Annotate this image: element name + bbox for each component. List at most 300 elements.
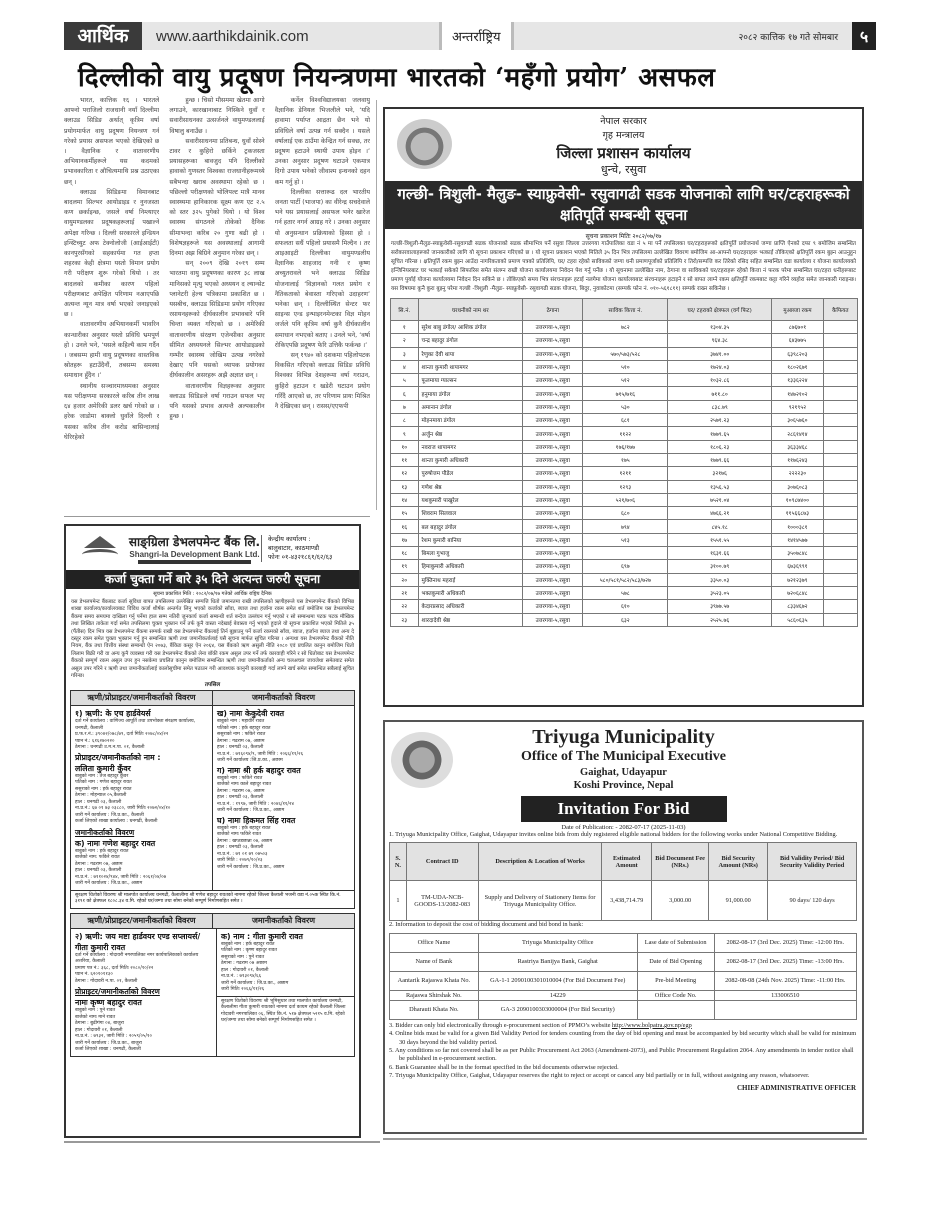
table-cell: १७२४.०३: [668, 360, 772, 373]
table-cell: [823, 600, 857, 613]
bank-notice-banner: कर्जा चुक्ता गर्ने बारे ३५ दिने अत्यन्त जरुरी सूचना: [66, 570, 359, 589]
table-cell: ४: [391, 360, 419, 373]
table-row: [390, 881, 857, 921]
column-header: साविक कित्ता नं.: [583, 299, 668, 321]
table-cell: GA-3 2090100303000004 (For Bid Security): [478, 1000, 637, 1019]
table-cell: १: [391, 321, 419, 334]
table-cell: भक्तकुमारी अधिकारी: [418, 586, 523, 599]
borrower-name: १) ऋणी: के एच हार्डवेयर्स: [75, 709, 151, 719]
table-cell: Pre-bid Meeting: [637, 971, 714, 990]
table-cell: पुरुषोत्तम पौडेल: [418, 467, 523, 480]
table-row: [391, 440, 858, 453]
table-cell: १८०६.२३: [668, 440, 772, 453]
detail-line: बाबुको नाम : हर्क बहादुर रावत: [217, 825, 271, 831]
table-cell: चन्द्र बहादुर डंगोल: [418, 334, 523, 347]
table-cell: Supply and Delivery of Stationery Items for Triyuga Municipality Office.: [478, 881, 602, 921]
table-cell: ५१०: [583, 360, 668, 373]
table-row: [391, 414, 858, 427]
table-cell: १३०४.३५: [668, 321, 772, 334]
table-row: [391, 387, 858, 400]
table-cell: ६१०: [583, 600, 668, 613]
table-cell: ८३३४६७२: [772, 600, 824, 613]
table-cell: ६८१: [583, 414, 668, 427]
article-headline: दिल्लीको वायु प्रदूषण नियन्त्रणमा भारतको ‘महँगो प्रयोग’ असफल: [78, 63, 716, 93]
table-cell: १२९३: [583, 480, 668, 493]
site-url[interactable]: www.aarthikdainik.com: [156, 27, 309, 45]
detail-line: जारी गर्ने कार्यालय : जि.प्र.का., अछाम: [221, 980, 289, 986]
table-cell: हिमाकुमारी अधिकारी: [418, 560, 523, 573]
detail-line: ठेगाना : धनगढी उ.म.न.पा. ०१, कैलाली: [75, 745, 145, 751]
detail-line: बाबुको नाम : हर्क बहादुर रावत: [75, 848, 129, 854]
article-column-1: भारत, कात्तिक १६ । भारतले आफ्नो पराजिलो राजधानी नयाँ दिल्लीमा क्लाउड सिडिङ अर्थात् कृत्रिम वर्षा प्रयोगमार्फत वायु प्रदूषण नियन्त्रण गर्न गरेको प्रयास असफल भएको देखिएको छ । वैज्ञानिक र वातावरणीय अभियानकर्मीहरूले यस कदमको प्रभावकारिता र औचित्यमाथि प्रश्न उठाएका छन् । क्लाउड सिडिङमा विमानबाट बादलमा सिल्भर आयोडाइड र नुनजस्ता कण छर्काइन्छ, जसले वर्षा निम्त्याएर वायुमण्डलका प्रदूषकहरूलाई पखाल्ने अपेक्षा गरिन्छ । दिल्ली सरकारले इन्डियन इन्स्टिच्युट अफ टेक्नोलोजी (आईआईटी) कानपुरसँगको सहकार्यमा गत हप्ता शहरका केही क्षेत्रमा यस्तो विमान प्रयोग गरी परीक्षण शुरू गरेको थियो । तर बादलको कमीका कारण पहिलो परीक्षणबाट अपेक्षित परिणाम नआएपछि अत्यन्त न्यून मात्र वर्षा भएको जनाइएको छ । वातावरणीय अभियानकर्मी भावरिन कान्धारीका अनुसार यस्तो प्रविधि भ्रमपूर्ण हो । उनले भने, ‘यसले कहिल्यै काम गर्दैन । जबसम्म हामी वायु प्रदूषणका वास्तविक स्रोतहरू हटाउँदैनौं, तबसम्म समस्या समाधान हुँदैन ।’ स्थानीय सञ्चारमाध्यमका अनुसार यस परीक्षणमा सरकारले करिब तीन लाख ६४ हजार अमेरिकी डलर खर्च गरेको छ । हरेक जाडोमा बाक्लो धुवाँले दिल्ली र यसका करिब तीन करोड बासिन्दालाई घेरिरहेको: [64, 97, 160, 441]
table-row: [391, 493, 858, 506]
table-cell: Triyuga Municipality Office: [478, 933, 637, 952]
bank-logo-icon: [80, 536, 120, 560]
table-cell: उत्तरगया-५,रसुवा: [523, 520, 583, 533]
table-cell: [823, 547, 857, 560]
detail-line: हाल : गोदावरी ०१, कैलाली: [75, 1027, 123, 1033]
guarantor-name: क) नामः गणेश बहादुर रावत: [75, 838, 156, 848]
table-cell: 2082-08-08 (24th Nov. 2025) Time: -11:00 Hrs.: [714, 971, 856, 990]
collateral-details: सुरक्षण धितोको विवरणः श्री मालपोत कार्यालय धनगढी, कैलालीमा श्री गणेश बहादुर रावतको नाममा रहेको जिल्ला कैलाली भजनी वडा नं.०५क स्थित कि.नं. ३१९१ को क्षेत्रफल १८०८.३४ व.मि. रहेको घर/जग्गा तथा सोमा बनेको सम्पूर्ण निर्माणसहित समेत ।: [71, 890, 354, 908]
office-location: धुन्चे, रसुवा: [600, 163, 647, 176]
detail-line: ठेगाना : मोहन्याल ०५,कैलाली: [75, 793, 127, 799]
table-cell: ११: [391, 453, 419, 466]
table-cell: उत्तरगया-५,रसुवा: [523, 547, 583, 560]
egp-link[interactable]: http://www.bolpatra.gov.np/egp: [611, 1021, 692, 1029]
address-line: Koshi Province, Nepal: [573, 780, 674, 791]
table-cell: १५५१.५५: [668, 533, 772, 546]
bank-notice-body: यस डेभलपमेन्ट बैंकबाट कर्जा सुविधा बापत तपसिलमा उल्लेखित सम्पत्ति धितो जमानतमा राखी तपसिलको ऋणीहरूले यस डेभलपमेन्ट बैंकको विभिन्न शाखा कार्यालय/कार्यालयबाट विविध कर्जा शीर्षक अन्तर्गत लिनु भएको कर्जाको साँवा, ब्याज तथा हर्जाना रकम समेत शर्त बमोजिम यस डेभलपमेन्ट बैंकमा समय समयमा दाखिला गर्नु पर्नेमा हाल सम्म नतिरी जुनकार्य कर्जा सम्बन्धी शर्त बन्देज उल्लंघन गर्नु भएको र सो सम्बन्धमा पटक पटक मौखिक तथा लिखित ताकेता गर्दा समेत तपसिलमा चुक्ता भुक्तान गर्ने तर्फ कुनै वास्ता नदेखाई बेवास्ता गर्नु भएको हुदाले यो सूचना प्रकाशित भएको मितिले ३५ (पैंतीस) दिन भित्र यस डेभलपमेन्ट बैंकमा सम्पर्क राखी यस डेभलपमेन्ट बैंकलाई तिर्न बुझाउनु पर्ने कर्जा रकमको साँवा, ब्याज, हर्जाना ब्याज तथा अन्य दे दस्तुर रकम समेत चुक्ता भुक्तान गर्नु हुन सम्बन्धित ऋणी तथा जमानीकर्तालाई यसै सूचना मार्फत सूचित गरिन्छ । अन्यथा यस डेभलपमेन्ट बैंकको नीति नियम, बैंक तथा वित्तीय संस्था सम्बन्धी ऐन २०७३, बैंकिङ कसूर ऐन २०६४, यस बैंकको ऋण असुली नीति २०८० एवं प्रचलित कानुन बमोजिम धितो लिलाम बिक्री गरी वा अन्य कुनै व्यवस्था गरी यस डेभलपमेन्ट बैंकको लेना बाँकी रकम असुल उपर गर्ने तर्फ कारवाही गरिने र सो धितोबाट यस डेभलपमेन्ट बैंकको सम्पूर्ण रकम असुल उपर हुन नसकेमा प्रचलित कानुन बमोजिम सम्बन्धित ऋणी तथा जमानीकर्ताको अन्य चलअचल जायजेथा समेतबाट समेत असुल उपर गरिने र ऋणी तथा जमानीकर्तालाई कालोसूचीमा समेत पठाउन गरी आवश्यक कानुनी कारबाही गर्दा लाग्ने खर्च समेत सम्बन्धित सबैलाई सूचित गरिन्छ।: [71, 599, 354, 680]
detail-line: ससुराको नाम : पुने रावत: [221, 954, 265, 960]
table-cell: [823, 414, 857, 427]
column-header: Bid Document Fee (NRs.): [652, 843, 709, 881]
table-row: [391, 560, 858, 573]
clause-1: 1. Triyuga Municipality Office, Gaighat, Udayapur invites online bids from duly registered eligible national bidders for the following works under National Competitive Bidding.: [389, 831, 838, 838]
detail-line: प्यान नं.: ६१६२७०२२०: [75, 738, 115, 744]
clause-4: 4. Online bids must be valid for a given Bid Validity Period for tenders counting from the day of bid opening and must be accompanied by bid security which shall be valid for minimum 30 days beyond the bid validity period.: [389, 1030, 857, 1046]
table-row: [391, 347, 858, 360]
table-cell: फूलमाया ग्याल्सन: [418, 374, 523, 387]
table-row: [391, 453, 858, 466]
table-cell: ५७०/५७३/५२८: [583, 347, 668, 360]
table-row: [390, 933, 857, 952]
table-cell: ५८०/५८१/५८२/५८३/७२७: [583, 573, 668, 586]
signatory: CHIEF ADMINISTRATIVE OFFICER: [736, 1083, 856, 1092]
table-cell: १३५६.५३: [668, 480, 772, 493]
table-cell: १७५: [583, 453, 668, 466]
notice-title-banner: गल्छी- त्रिशुली- मैलुङ- स्याफ्रुवेसी- रसुवागढी सडक योजनाको लागि घर/टहराहरूको क्षतिपूर्ति सम्बन्धी सूचना: [385, 181, 862, 229]
table-cell: 90 days/ 120 days: [768, 881, 857, 921]
table-cell: ६४३७७५: [772, 334, 824, 347]
detail-line: ना.प्र.नं. : ७१६०९४/९, जारी मिति : २०६६/११/२६: [217, 751, 304, 757]
detail-line: ना.प्र.नं.: ६७ ०१ ७३ ०३८८०, जारी मितिः २०७२/०४/१०: [75, 806, 171, 812]
table-cell: ८७६७०१: [772, 321, 824, 334]
clause-6: 6. Bank Guarantee shall be in the format specified in the bid documents otherwise rejected.: [389, 1063, 619, 1071]
table-row: [391, 533, 858, 546]
column-header: घर/ टहराको क्षेत्रफल (वर्ग फिट): [668, 299, 772, 321]
publication-date: Date of Publication: - 2082-07-17 (2025-11-03): [561, 824, 686, 831]
table-cell: [823, 586, 857, 599]
table-cell: Date of Bid Opening: [637, 952, 714, 971]
detail-line: हाल : गोदावरी ०१, कैलाली: [221, 967, 269, 973]
guarantor-name: ग) नामः श्री हर्क बहादुर रावत: [217, 765, 301, 775]
detail-line: जारी गर्ने कार्यालय : जि.प्र.का., अछाम: [217, 864, 285, 870]
table-cell: ३१००.७९: [668, 560, 772, 573]
detail-line: प्यान नं. ६२०१०११३०: [75, 972, 113, 978]
collateral-details: सुरक्षण धितोको विवरणः श्री भूमिसुधार तथा मालपोत कार्यालय धनगढी, कैलालीमा गीता कुमारी रावतको नाममा दर्ता कायम रहेको कैलाली जिल्ला गोदावरी नगरपालिका ०६, स्थित कि.नं. ५१७ क्षेत्रफल ५२१५ व.मि. रहेको घर/जग्गा तथा सोमा बनेको सम्पूर्ण निर्माणसहित समेत ।: [217, 996, 354, 1027]
table-cell: [583, 547, 668, 560]
table-cell: २: [391, 334, 419, 347]
clause-2: 2. Information to deposit the cost of bidding document and bid bond in bank:: [389, 921, 584, 929]
column-header: Contract ID: [406, 843, 478, 881]
table-row: [390, 1000, 857, 1019]
table-cell: शान्ता कुमारी थापामगर: [418, 360, 523, 373]
table-cell: १६३१.६६: [668, 547, 772, 560]
table-cell: १५: [391, 507, 419, 520]
column-header: कैफियत: [823, 299, 857, 321]
detail-line: बाबुको नाम : हर्क बहादुर रावत: [221, 941, 275, 947]
bank-loan-notice: [64, 524, 361, 1138]
table-cell: ३२१७६: [668, 467, 772, 480]
detail-line: ठेगाना : गढराम ०७, अछाम: [217, 788, 265, 794]
table-cell: १०९८७४००: [772, 493, 824, 506]
detail-line: जारी गर्ने कार्यालय : जि.प्र.का., बाजुरा: [75, 1040, 142, 1046]
table-cell: [823, 387, 857, 400]
table-cell: उत्तरगया-५,रसुवा: [523, 480, 583, 493]
bank-notice-date: सूचना प्रकाशित मिति : २०८२/०७/१७ गतेको आर्थिक राष्ट्रिय दैनिक: [153, 591, 272, 597]
table-row: [391, 360, 858, 373]
address-line: Gaighat, Udayapur: [580, 767, 667, 778]
detail-line: हाल : धनगढी ०३, कैलाली: [75, 799, 122, 805]
table-cell: ७: [391, 400, 419, 413]
table-cell: २५२५.७६: [668, 613, 772, 626]
table-cell: ३५२३.०५: [668, 586, 772, 599]
table-cell: उत्तरगया-५,रसुवा: [523, 613, 583, 626]
table-cell: ३: [391, 347, 419, 360]
clause-5: 5. Any conditions so far not covered shall be as per Public Procurement Act 2063 (Amendment-2073), and Public Procurement Regulation 2064. Any amendments in tender notice shall be published in e-procurement section.: [389, 1047, 854, 1063]
table-cell: १४७२१०२: [772, 387, 824, 400]
table-cell: ११७६२४३: [772, 453, 824, 466]
table-cell: उत्तरगया-५,रसुवा: [523, 427, 583, 440]
table-row: [391, 547, 858, 560]
guarantor-name: ख) नामः केकुदेवी रावत: [217, 709, 285, 719]
detail-line: बाजेको नामः फकिरे रावत: [217, 832, 261, 838]
table-cell: Rajaswa Shirshak No.: [390, 990, 479, 1000]
table-cell: Office Name: [390, 933, 479, 952]
detail-line: पतिको नाम : हर्क बहादुर रावत: [217, 725, 271, 731]
table-cell: बिमला गुभाजु: [418, 547, 523, 560]
section-tag: अन्तर्राष्ट्रिय: [439, 22, 514, 50]
detail-line: ठेगाना : गढराम ०७ अछाम: [221, 961, 267, 967]
detail-line: ना.प्र.नं. : ७१ ०१ ७९ ०७५०३: [217, 851, 268, 857]
municipality-name: Triyuga Municipality: [532, 726, 715, 748]
table-cell: ६३२: [583, 613, 668, 626]
bid-table: [389, 842, 857, 921]
table-row: [391, 520, 858, 533]
table-cell: उत्तरगया-५,रसुवा: [523, 453, 583, 466]
table-cell: रेणुका देवी थापा: [418, 347, 523, 360]
table-cell: ७८२: [583, 321, 668, 334]
detail-line: जारी गर्ने कार्यालय : जि.प्र.का., कैलाली: [75, 812, 144, 818]
article-column-2: हुन्छ । चिसो मौसममा खेतमा आगो लगाउने, कारखानाबाट निस्किने धुवाँ र सवारीसाधनका उत्सर्जनले वायुमण्डललाई विषालु बनाउँछ । सवारीसाधनमा प्रतिबन्ध, धुवाँ सोस्ने टावर र कुहिरो छर्किने ट्रकजस्ता प्रयासहरूका बावजुद पनि दिल्लीको हावाको गुणस्तर विश्वका राजधानीहरूमध्ये सबैभन्दा खराब अवस्थामा रहेको छ । पछिल्लो परीक्षणको भोलिपल्ट मात्रै मानव स्वास्थ्यमा हानिकारक सूक्ष्म कण एट २.५ को स्तर ३२५ पुगेको थियो । यो विश्व स्वास्थ्य संगठनले तोकेको दैनिक सीमाभन्दा करिब २० गुणा बढी हो । विशेषज्ञहरूले यस अवस्थालाई आगामी दिनमा अझ बिग्रिने अनुमान गरेका छन् । सन् २००९ देखि २०१९ सम्म भारतमा वायु प्रदूषणका कारण ३८ लाख मानिसको मृत्यु भएको अध्ययन द ल्यान्सेट प्लानेटरी हेल्थ पत्रिकामा प्रकाशित छ । यसबीच, क्लाउड सिडिङमा प्रयोग गरिएका रसायनहरूको दीर्घकालीन प्रभावबारे पनि चिन्ता व्यक्त गरिएको छ । अमेरिकी वातावरणीय संरक्षण एजेन्सीका अनुसार सीमित अध्ययनले सिल्भर आयोडाइडको गम्भीर स्वास्थ्य जोखिम उत्पन्न नगरेको देखाए पनि यसको व्यापक प्रयोगका दीर्घकालीन असरहरू अझै अज्ञात छन् । वातावरणीय विज्ञहरूका अनुसार क्लाउड सिडिङले वर्षा गराउन सफल भए पनि यसको प्रभाव अत्यन्तै अल्पकालीन हुन्छ ।: [169, 97, 265, 421]
divider: [376, 100, 377, 510]
table-cell: उत्तरगया-५,रसुवा: [523, 586, 583, 599]
table-cell: १४: [391, 493, 419, 506]
table-cell: 2082-08-17 (3rd Dec. 2025) Time: -13:00 Hrs.: [714, 952, 856, 971]
table-cell: [823, 613, 857, 626]
table-cell: उत्तरगया-५,रसुवा: [523, 347, 583, 360]
detail-line: ससुराको नाम : हर्क बहादुर रावत: [75, 786, 132, 792]
table-cell: [823, 467, 857, 480]
detail-line: ससुराको नाम : फकिरे रावत: [217, 732, 266, 738]
table-cell: ३०७६०८३: [772, 480, 824, 493]
detail-line: जारी मितिः २०६६/११/२६: [221, 987, 265, 993]
table-cell: रेशम कुमारी बानिया: [418, 533, 523, 546]
column-header: Bid Security Amount (NRs): [709, 843, 768, 881]
column-header: Description & Location of Works: [478, 843, 602, 881]
office-name: जिल्ला प्रशासन कार्यालय: [556, 144, 691, 162]
detail-line: प्र.फ.र.नं.: ३९०४२/०७८/७९, दर्ता मितिः २०७८/०४/२२: [75, 732, 169, 738]
table-cell: 3,438,714.79: [602, 881, 652, 921]
table-cell: ५८६०६३५: [772, 613, 824, 626]
table-cell: ६९७: [583, 560, 668, 573]
schedule-label: तपसिल: [204, 682, 221, 689]
table-cell: १७७९.६५: [668, 427, 772, 440]
table-cell: १७७९.६६: [668, 453, 772, 466]
table-cell: १३: [391, 480, 419, 493]
table-cell: ९६४.३८: [668, 334, 772, 347]
table-cell: ५१३: [583, 533, 668, 546]
issue-date: २०८२ कात्तिक १७ गते सोमबार: [738, 32, 838, 43]
table-cell: १२११: [583, 467, 668, 480]
table-cell: ५: [391, 374, 419, 387]
table-cell: ८४५.१८: [668, 520, 772, 533]
divider: [64, 1141, 380, 1143]
ifb-banner: Invitation For Bid: [521, 796, 727, 822]
table-cell: [823, 480, 857, 493]
table-cell: शिवराम सिलवाल: [418, 507, 523, 520]
table-cell: उत्तरगया-५,रसुवा: [523, 440, 583, 453]
table-cell: २०: [391, 573, 419, 586]
table-cell: ३७४१.००: [668, 347, 772, 360]
table-cell: २३: [391, 613, 419, 626]
borrower-grid-1: ऋणी/प्रोप्राइटर/जमानीकर्ताको विवरण जमानीकर्ताको विवरण १) ऋणी: के एच हार्डवेयर्स दर्ता गर्ने कार्यालय : वाणिज्य आपूर्ति तथा उपभोक्ता संरक्षण कार्यालय, धनगढी, कैलाली प्र.फ.र.नं.: ३९०४२/०७८/७९, दर्ता मितिः २०७८/०४/२२ प्यान नं.: ६१६२७०२२० ठेगाना : धनगढी उ.म.न.पा. ०१, कैलाली प्रोप्राइटर/जमानीकर्ताको नाम : ललिता कुमारी कुँवर बाबुको नाम : तेज बहादुर कुँवर पतिको नाम : गणेश बहादुर रावत ससुराको नाम : हर्क बहादुर रावत ठेगाना : मोहन्याल ०५,कैलाली हाल : धनगढी ०३, कैलाली ना.प्र.नं.: ६७ ०१ ७३ ०३८८०, जारी मितिः २०७२/०४/१० जारी गर्ने कार्यालय : जि.प्र.का., कैलाली कर्जा लिएको शाखा कार्यालय : धनगढी, कैलाली जमानीकर्ताको विवरण क) नामः गणेश बहादुर रावत बाबुको नाम : हर्क बहादुर रावत बाजेको नाम: फकिरे रावत ठेगाना : गढराम ०७, अछाम हाल : धनगढी ०३, कैलाली ना.प्र.नं. : ७११०२४/९४४, जारी मिति : २०६१/०४/०७ जारी गर्ने कार्यालय : जि.प्र.का., अछाम ख) नामः केकुदेवी रावत बाबुको नाम : महावीरे रावत पतिको नाम : हर्क बहादुर रावत ससुराको नाम : फकिरे रावत ठेगाना : गढराम ०७, अछाम हाल : धनगढी ०३, कैलाली ना.प्र.नं. : ७१६०९४/९, जारी मिति : २०६६/११/२६ जारी गर्ने कार्यालय :जि.प्र.का., अछाम ग) नामः श्री हर्क बहादुर रावत बाबुको नाम : फकिरे रावत बाजेको नामः काले बहादुर रावत ठेगाना : गढराम ०७, अछाम हाल : धनगढी ०३, कैलाली ना.प्र.नं. : १९९७, जारी मिति : २०४६/११/२४ जारी गर्ने कार्यालय : जि.प्र.का., अछाम घ) नामः हिकमत सिंह रावत बाबुको नाम : हर्क बहादुर रावत बाजेको नामः फकिरे रावत ठेगाना : खप्तडछान्ना ०७, अछाम हाल : धनगढी ०३, कैलाली ना.प्र.नं. : ७१ ०१ ७९ ०७५०३ जारी मिति : २०७९/१०/२३ जारी गर्ने कार्यालय : जि.प्र.का., अछाम सुरक्षण धितोको विवरणः श्री मालपोत कार्यालय धनगढी, कैलालीमा श्री गणेश बहादुर रावतको नाममा रहेको जिल्ला कैलाली भजनी वडा नं.०५क स्थित कि.नं. ३१९१ को क्षेत्रफल १८०८.३४ व.मि. रहेको घर/जग्गा तथा सोमा बनेको सम्पूर्ण निर्माणसहित समेत ।: [70, 690, 355, 909]
detail-line: दर्ता गर्ने कार्यालय : वाणिज्य आपूर्ति तथा उपभोक्ता संरक्षण कार्यालय, धनगढी, कैलाली: [75, 719, 196, 731]
divider: [383, 1138, 867, 1140]
table-cell: [823, 520, 857, 533]
bank-name-en: Shangri-la Development Bank Ltd.: [129, 549, 260, 559]
table-cell: Lase date of Submission: [637, 933, 714, 952]
table-row: [391, 400, 858, 413]
table-cell: १४१४५७७: [772, 533, 824, 546]
detail-line: जारी गर्ने कार्यालय : जि.प्र.का., अछाम: [75, 881, 143, 887]
table-cell: ५२१/७०६: [583, 493, 668, 506]
table-cell: Dharauti Khata No.: [390, 1000, 479, 1019]
table-cell: TM-UDA-NCB-GOODS-13/2082-083: [406, 881, 478, 921]
detail-line: ठेगाना : बुढीगंगा ०४, बाजुरा: [75, 1021, 124, 1027]
detail-line: दर्ता गर्ने कार्यालय : गोदावरी नगरपालिका नगर कार्यपालिकाको कार्यालय अत्तरिया, कैलाली: [75, 952, 199, 965]
detail-line: हाल : धनगढी ०३, कैलाली: [217, 845, 264, 851]
table-cell: ३०६५७६०: [772, 414, 824, 427]
table-cell: अमानान डंगोल: [418, 400, 523, 413]
table-cell: [823, 427, 857, 440]
table-cell: उत्तरगया-५,रसुवा: [523, 374, 583, 387]
table-cell: उत्तरगया-५,रसुवा: [523, 400, 583, 413]
table-cell: हनुमाया डंगोल: [418, 387, 523, 400]
table-cell: १६: [391, 520, 419, 533]
nepal-emblem-icon: [397, 119, 452, 169]
detail-line: हाल : धनगढी ०३, कैलाली: [75, 868, 122, 874]
table-row: [391, 600, 858, 613]
table-cell: ४७६६.२१: [668, 507, 772, 520]
table-cell: २८६१४१४: [772, 427, 824, 440]
detail-line: बाजेको नाम: फकिरे रावत: [75, 855, 120, 861]
triyuga-bid-notice: [383, 720, 864, 1134]
table-cell: ७५२१.०४: [668, 493, 772, 506]
ministry-line: गृह मन्त्रालय: [602, 130, 645, 141]
detail-line: बाबुको नाम : महावीरे रावत: [217, 719, 265, 725]
district-admin-notice: [383, 107, 864, 707]
table-row: [391, 321, 858, 334]
table-cell: Rastriya Banijya Bank, Gaighat: [478, 952, 637, 971]
table-row: [391, 586, 858, 599]
bank-info-table: [389, 933, 857, 1020]
table-cell: [823, 560, 857, 573]
table-cell: मुक्तिनाथ महराई: [418, 573, 523, 586]
table-cell: Name of Bank: [390, 952, 479, 971]
table-cell: उत्तरगया-५,रसुवा: [523, 321, 583, 334]
table-cell: ५१२: [583, 374, 668, 387]
table-cell: गणेश श्रेष्ठ: [418, 480, 523, 493]
detail-line: ठेगाना : गोदावरी न.पा. ०१, कैलाली: [75, 978, 138, 984]
table-cell: नवराज थापामगर: [418, 440, 523, 453]
table-cell: ६७३६९९१: [772, 560, 824, 573]
table-cell: [583, 334, 668, 347]
table-cell: ३६३३४६८: [772, 440, 824, 453]
detail-line: हाल : धनगढी ०३, कैलाली: [217, 795, 264, 801]
table-cell: [823, 440, 857, 453]
detail-line: पतिको नाम : गणेश बहादुर रावत: [75, 780, 132, 786]
table-cell: उत्तरगया-५,रसुवा: [523, 573, 583, 586]
detail-line: हाल : धनगढी ०३, कैलाली: [217, 745, 264, 751]
table-cell: उत्तरगया-५,रसुवा: [523, 467, 583, 480]
table-cell: Office Code No.: [637, 990, 714, 1000]
table-cell: उत्तरगया-५,रसुवा: [523, 414, 583, 427]
table-cell: उत्तरगया-५,रसुवा: [523, 360, 583, 373]
table-cell: १९: [391, 560, 419, 573]
masthead: [64, 22, 876, 50]
table-cell: [823, 507, 857, 520]
table-cell: मोहनमाया डंगोल: [418, 414, 523, 427]
compensation-table: [390, 298, 858, 627]
table-row: [391, 507, 858, 520]
table-cell: [823, 360, 857, 373]
column-header: सि.नं.: [391, 299, 419, 321]
table-row: [391, 480, 858, 493]
borrower-name: २) ऋणी: जय मष्टा हार्डवयर एण्ड सप्लायर्स/गीता कुमारी रावत: [75, 931, 201, 952]
detail-line: कर्जा लिएको शाखा कार्यालय : धनगढी, कैलाली: [75, 819, 158, 825]
table-cell: शान्ता कुमारी अधिकारी: [418, 453, 523, 466]
table-cell: 14229: [478, 990, 637, 1000]
table-cell: १८०२६७१: [772, 360, 824, 373]
table-cell: [823, 453, 857, 466]
table-cell: ३९७७.५७: [668, 600, 772, 613]
guarantor-name: घ) नामः हिकमत सिंह रावत: [217, 815, 296, 825]
table-cell: १३३६२२४: [772, 374, 824, 387]
table-cell: [823, 573, 857, 586]
detail-line: बाजेको नामः माने रावत: [75, 1014, 116, 1020]
publication-date: सूचना प्रकाशन मितिः २०८२/०७/१७: [585, 233, 662, 240]
table-cell: [823, 374, 857, 387]
clause-7: 7. Triyuga Municipality Office, Gaighat, Udayapur reserves the right to reject or accept or cancel any bid partially or in full, without assigning any reason, whatsoever.: [389, 1072, 810, 1080]
table-cell: ५७८: [583, 586, 668, 599]
table-row: [390, 952, 857, 971]
table-row: [391, 613, 858, 626]
table-cell: शारदादेवी श्रेष्ठ: [418, 613, 523, 626]
table-cell: [637, 1000, 714, 1019]
table-cell: उत्तरगया-५,रसुवा: [523, 493, 583, 506]
detail-line: जारी गर्ने कार्यालय : जि.प्र.का., अछाम: [217, 808, 285, 814]
table-cell: [714, 1000, 856, 1019]
gov-line: नेपाल सरकार: [600, 116, 647, 127]
table-cell: Aantarik Rajaswa Khata No.: [390, 971, 479, 990]
office-name: Office of The Municipal Executive: [520, 749, 727, 764]
table-cell: १०: [391, 440, 419, 453]
table-cell: १७६/१७७: [583, 440, 668, 453]
table-cell: उत्तरगया-५,रसुवा: [523, 507, 583, 520]
table-cell: १७: [391, 533, 419, 546]
table-cell: ३५०७८४८: [772, 547, 824, 560]
table-cell: ७११.८०: [668, 387, 772, 400]
proprietor-name: नामः कृष्ण बहादुर रावत: [75, 998, 142, 1008]
table-cell: [823, 493, 857, 506]
table-cell: ११२२: [583, 427, 668, 440]
column-header: मुआब्जा रकम: [772, 299, 824, 321]
table-cell: ७२०६८४८: [772, 586, 824, 599]
page-number: ५: [852, 22, 876, 50]
table-cell: ६३९८२०३: [772, 347, 824, 360]
detail-line: प्रमाण पत्र नं.: ३६८, दर्ता मितिः २०८०/१०/२२: [75, 965, 154, 971]
table-cell: यशकुमारी पाखुरेल: [418, 493, 523, 506]
detail-line: बाबुको नाम : तेज बहादुर कुँवर: [75, 773, 129, 779]
table-cell: [823, 400, 857, 413]
detail-line: जारी गर्ने कार्यालय :जि.प्र.का., अछाम: [217, 758, 283, 764]
column-header: घरधनीको नाम थर: [418, 299, 523, 321]
table-cell: केदारप्रसाद अधिकारी: [418, 600, 523, 613]
table-cell: 1: [390, 881, 407, 921]
table-cell: उत्तरगया-५,रसुवा: [523, 600, 583, 613]
column-header: Estimated Amount: [602, 843, 652, 881]
table-cell: ७९४: [583, 520, 668, 533]
table-cell: 2082-08-17 (3rd Dec. 2025) Time: -12:00 Hrs.: [714, 933, 856, 952]
borrower-grid-2: ऋणी/प्रोप्राइटर/जमानीकर्ताको विवरण जमानीकर्ताको विवरण २) ऋणी: जय मष्टा हार्डवयर एण्ड सप्लायर्स/गीता कुमारी रावत दर्ता गर्ने कार्यालय : गोदावरी नगरपालिका नगर कार्यपालिकाको कार्यालय अत्तरिया, कैलाली प्रमाण पत्र नं.: ३६८, दर्ता मितिः २०८०/१०/२२ प्यान नं. ६२०१०११३० ठेगाना : गोदावरी न.पा. ०१, कैलाली प्रोप्राइटर/जमानीकर्ताको विवरण नामः कृष्ण बहादुर रावत बाबुको नाम : पुने रावत बाजेको नामः माने रावत ठेगाना : बुढीगंगा ०४, बाजुरा हाल : गोदावरी ०१, कैलाली ना.प्र.नं. : ७९३२, जारी मिति : २०५९/०५/१० जारी गर्ने कार्यालय : जि.प्र.का., बाजुरा कर्जा लिएको शाखा : धनगढी, कैलाली क) नाम : गीता कुमारी रावत बाबुको नाम : हर्क बहादुर रावत पतिको नाम : कृष्ण बहादुर रावत ससुराको नाम : पुने रावत ठेगाना : गढराम ०७ अछाम हाल : गोदावरी ०१, कैलाली ना.प्र.नं. : ७१३०९४/६६ जारी गर्ने कार्यालय : जि.प्र.का., अछाम जारी मितिः २०६६/११/२६ सुरक्षण धितोको विवरणः श्री भूमिसुधार तथा मालपोत कार्यालय धनगढी, कैलालीमा गीता कुमारी रावतको नाममा दर्ता कायम रहेको कैलाली जिल्ला गोदावरी नगरपालिका ०६, स्थित कि.नं. ५१७ क्षेत्रफल ५२१५ व.मि. रहेको घर/जग्गा तथा सोमा बनेको सम्पूर्ण निर्माणसहित समेत ।: [70, 913, 355, 1057]
table-cell: ८: [391, 414, 419, 427]
bank-tagline-bar: [138, 560, 251, 564]
clause-3: 3. Bidder can only bid electronically through e-procurement section of PPMO’s website http://www.bolpatra.gov.np/egp: [389, 1021, 692, 1029]
table-cell: [823, 533, 857, 546]
table-cell: ७१५/७१६: [583, 387, 668, 400]
table-row: [390, 990, 857, 1000]
table-cell: ५३०: [583, 400, 668, 413]
table-cell: २२२२३०: [772, 467, 824, 480]
proprietor-name: ललिता कुमारी कुँवर: [75, 763, 131, 773]
detail-line: पतिको नाम : कृष्ण बहादुर रावत: [221, 948, 277, 954]
article-column-3: कर्नेल विश्वविद्यालयका जलवायु वैज्ञानिक डेनियल भिजलीले भने, ‘यदि हावामा पर्याप्त आद्रता छैन भने यो प्रविधिले वर्षा उत्पन्न गर्न सक्दैन । यसले वर्षालाई एक ठाउँमा केन्द्रित गर्न सक्छ, तर प्रदूषण हटाउने स्थायी उपाय होइन ।’ उनका अनुसार प्रदूषण घटाउने एकमात्र दिगो उपाय भनेको जीवाश्म इन्धनको दहन कम गर्नु हो । दिल्लीका सत्तारूढ दल भारतीय जनता पार्टी (भाजपा) का वीरेन्द्र सचदेवाले भने यस प्रयासलाई असफल भनेर खारेज गर्न हतार नगर्न आग्रह गरे । उनका अनुसार यो अनुसन्धान प्रक्रियाको हिस्सा हो । सफलता सधैं पहिलो प्रयासमै मिल्दैन । तर आइआइटी दिल्लीका वायुमण्डलीय वैज्ञानिक शाहजाद गनी र कृष्ण अच्युतरावले भने क्लाउड सिडिङ योजनालाई ‘विज्ञानको गलत प्रयोग र नैतिकताको बेवास्ता गरिएको उदाहरण’ भनेका छन् । दिल्लीस्थित सेन्टर फर साइन्स एन्ड इन्भाइरनमेन्टका विज्ञ मोहन जर्जले पनि कृत्रिम वर्षा कुनै दीर्घकालीन समाधान नभएको बताए । उनले भने, ‘वर्षा रोकिएपछि प्रदूषण फेरि उत्तिकै फर्कन्छ ।’ सन् १९४० को दशकमा पहिलोपटक विकसित गरिएको क्लाउड सिडिङ प्रविधि विश्वका विभिन्न देशहरूमा वर्षा गराउन, कुहिरो हटाउन र खडेरी घटाउन प्रयोग गरिँदै आएको छ, तर परिणाम प्रायः मिश्रित नै देखिएका छन् । रासस/एएफपी: [274, 97, 370, 411]
table-cell: [823, 347, 857, 360]
bank-address: केन्द्रीय कार्यालय : बालुवाटार, काठमाण्डौ फोनः ०१-४३२१८६१/६२/६३: [261, 535, 353, 562]
notice-body: गल्छी-त्रिशुली-मैलुङ-स्याफ्रुवेसी-रसुवागढी सडक योजनाको सडक सीमाभित्र पर्ने रसुवा जिल्ला उत्तरगया गाउँपालिका वडा नं ५ मा पर्ने तपसिलका घर/टहराहरूको क्षतिपूर्ति प्रयोजनार्थ जग्गा प्राप्ति ऐनको दफा ९ बमोजिम सम्बन्धित सरोकारवालाहरूको जानकारीको लागि यो सूचना प्रकाशन गरिएको छ । यो सूचना प्रकाशन भएको मितिले ३५ दिन भित्र तपसिलमा उल्लेखित विवरण बमोजिम आ-आफ्नो घर/टहराहरू भत्काई तोकिएको क्षतिपूर्ति रकम बुझ्न आउनुहुन सूचित गरिन्छ । क्षतिपूर्ति रकम बुझ्न आउँदा नागरिकताको प्रमाण पत्रको प्रतिलिपि, घर/ टहरा रहेको साविकको जग्गा धनी प्रमाणपूर्जाको प्रतिलिपि र तिरो/सम्पत्ति कर तिरेको रसिद सहित सम्बन्धित वडा कार्यालय र योजना कार्यालयको इन्जिनियरबाट घर भत्काई सकेको सिफारिस समेत संलग्न राखी योजना कार्यालयमा निवेदन पेश गर्नु पर्नेछ । यो सूचनामा उल्लेखित नाम, ठेगाना वा साविकको घर/टहराहरू रहेको कित्ता नं फरक परेमा सम्बन्धित घर/टहरा धनीहरूबाट प्रमाण पुर्याई योजना कार्यालयमा निवेदन दिन सकिने छ । तोकिएको समय भित्र संरचनाहरू हटाई नलगेमा योजना कार्यालयबाट संरचनाहरू हटाइने र सो बापत लाग्ने रकम क्षतिपूर्ति रकमबाट कट्टा गरिने व्यहोरा समेत जानकारी गराइन्छ। यस विषयमा कुनै कुरा बुझ्नु परेमा गल्छी -त्रिशुली -मैलुङ- स्याफ्रुवेसी- रसुवागढी सडक योजना, बिदुर, नुवाकोटमा (सम्पर्क फोन नं. ०१०-५६१८११) सम्पर्क राख्न सकिनेछ ।: [391, 241, 856, 292]
